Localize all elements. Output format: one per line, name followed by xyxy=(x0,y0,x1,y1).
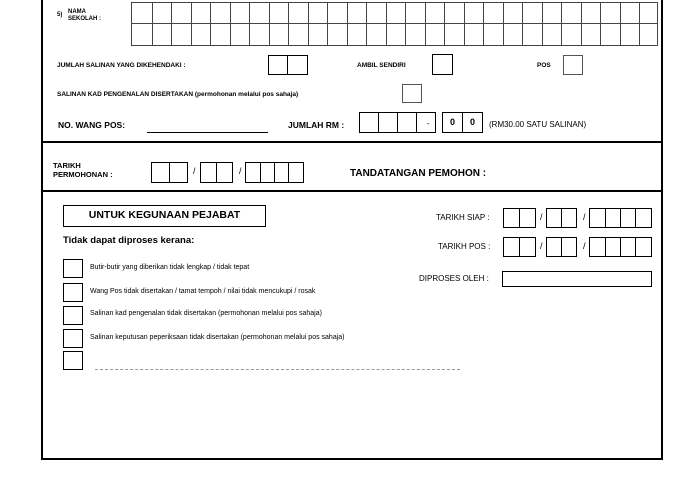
grid-cell-divider xyxy=(171,24,172,45)
ready-slash-1: / xyxy=(540,212,543,222)
app-day-2[interactable] xyxy=(169,162,188,183)
reason-checkbox-2[interactable] xyxy=(63,283,83,302)
grid-cell-divider xyxy=(639,3,640,23)
other-reason-line[interactable] xyxy=(95,369,460,370)
grid-cell-divider xyxy=(386,3,387,23)
pickup-checkbox[interactable] xyxy=(432,54,453,75)
app-year-4[interactable] xyxy=(288,162,304,183)
ic-copy-label: SALINAN KAD PENGENALAN DISERTAKAN (permohonan melalui pos sahaja) xyxy=(57,91,299,98)
grid-cell-divider xyxy=(327,3,328,23)
grid-cell-divider xyxy=(210,24,211,45)
reason-label-3: Salinan kad pengenalan tidak disertakan (permohonan melalui pos sahaja) xyxy=(90,310,322,317)
grid-cell-divider xyxy=(464,24,465,45)
grid-cell-divider xyxy=(600,24,601,45)
amount-digit-4[interactable] xyxy=(416,112,436,133)
rate-note: (RM30.00 SATU SALINAN) xyxy=(489,120,587,129)
ready-month-2[interactable] xyxy=(561,208,577,228)
post-day-2[interactable] xyxy=(519,237,536,257)
grid-cell-divider xyxy=(210,3,211,23)
amount-label: JUMLAH RM : xyxy=(288,120,345,130)
grid-cell-divider xyxy=(386,24,387,45)
grid-cell-divider xyxy=(269,24,270,45)
reason-label-2: Wang Pos tidak disertakan / tamat tempoh / nilai tidak mencukupi / rosak xyxy=(90,288,316,295)
cannot-process-label: Tidak dapat diproses kerana: xyxy=(63,235,195,246)
post-label: POS xyxy=(537,62,551,69)
grid-cell-divider xyxy=(269,3,270,23)
ready-year-4[interactable] xyxy=(635,208,652,228)
grid-cell-divider xyxy=(483,24,484,45)
grid-cell-divider xyxy=(347,24,348,45)
grid-cell-divider xyxy=(152,3,153,23)
grid-cell-divider xyxy=(503,3,504,23)
amount-digit-2[interactable] xyxy=(378,112,398,133)
grid-cell-divider xyxy=(230,24,231,45)
ready-month-1[interactable] xyxy=(546,208,562,228)
grid-cell-divider xyxy=(522,24,523,45)
reason-checkbox-3[interactable] xyxy=(63,306,83,325)
reason-checkbox-4[interactable] xyxy=(63,329,83,348)
reason-label-4: Salinan keputusan peperiksaan tidak disertakan (permohonan melalui pos sahaja) xyxy=(90,334,345,341)
amount-digit-1[interactable] xyxy=(359,112,379,133)
section-divider-top xyxy=(41,141,663,143)
copies-label: JUMLAH SALINAN YANG DIKEHENDAKI : xyxy=(57,62,186,69)
grid-cell-divider xyxy=(405,3,406,23)
app-year-3[interactable] xyxy=(274,162,289,183)
signature-label: TANDATANGAN PEMOHON : xyxy=(350,168,487,179)
school-name-grid-row1[interactable] xyxy=(131,2,658,24)
post-month-1[interactable] xyxy=(546,237,562,257)
amount-digit-3[interactable] xyxy=(397,112,417,133)
grid-cell-divider xyxy=(620,3,621,23)
grid-cell-divider xyxy=(230,3,231,23)
office-title-box xyxy=(63,205,266,227)
grid-cell-divider xyxy=(288,3,289,23)
ready-day-2[interactable] xyxy=(519,208,536,228)
grid-cell-divider xyxy=(444,3,445,23)
grid-cell-divider xyxy=(308,24,309,45)
office-title: UNTUK KEGUNAAN PEJABAT xyxy=(88,209,241,221)
pickup-label: AMBIL SENDIRI xyxy=(357,62,406,69)
post-slash-1: / xyxy=(540,241,543,251)
post-year-1[interactable] xyxy=(589,237,606,257)
app-month-1[interactable] xyxy=(200,162,217,183)
school-label-line1: NAMA xyxy=(68,9,86,15)
grid-cell-divider xyxy=(542,24,543,45)
grid-cell-divider xyxy=(405,24,406,45)
ready-slash-2: / xyxy=(583,212,586,222)
post-checkbox[interactable] xyxy=(563,55,583,75)
app-day-1[interactable] xyxy=(151,162,170,183)
grid-cell-divider xyxy=(464,3,465,23)
ready-year-2[interactable] xyxy=(605,208,621,228)
app-date-slash-1: / xyxy=(193,166,196,176)
grid-cell-divider xyxy=(191,24,192,45)
grid-cell-divider xyxy=(366,3,367,23)
grid-cell-divider xyxy=(308,3,309,23)
reason-checkbox-1[interactable] xyxy=(63,259,83,278)
ready-year-3[interactable] xyxy=(620,208,636,228)
reason-checkbox-other[interactable] xyxy=(63,351,83,370)
school-item-number: 5) xyxy=(57,12,63,18)
grid-cell-divider xyxy=(152,24,153,45)
app-date-slash-2: / xyxy=(239,166,242,176)
grid-cell-divider xyxy=(366,24,367,45)
grid-cell-divider xyxy=(288,24,289,45)
grid-cell-divider xyxy=(542,3,543,23)
grid-cell-divider xyxy=(347,3,348,23)
post-day-1[interactable] xyxy=(503,237,520,257)
ready-day-1[interactable] xyxy=(503,208,520,228)
grid-cell-divider xyxy=(620,24,621,45)
section-divider-bottom xyxy=(41,190,663,192)
grid-cell-divider xyxy=(191,3,192,23)
amount-dash: - xyxy=(427,119,430,128)
processed-by-label: DIPROSES OLEH : xyxy=(419,274,489,283)
school-name-grid-row2[interactable] xyxy=(131,24,658,46)
application-date-label-line2: PERMOHONAN : xyxy=(53,170,113,179)
copies-digit-2[interactable] xyxy=(287,55,308,75)
post-month-2[interactable] xyxy=(561,237,577,257)
grid-cell-divider xyxy=(171,3,172,23)
grid-cell-divider xyxy=(425,3,426,23)
post-slash-2: / xyxy=(583,241,586,251)
amount-cents-1[interactable] xyxy=(442,112,463,133)
processed-by-field[interactable] xyxy=(502,271,652,287)
school-label-line2: SEKOLAH : xyxy=(68,16,101,22)
grid-cell-divider xyxy=(503,24,504,45)
app-month-2[interactable] xyxy=(216,162,233,183)
postal-order-label: NO. WANG POS: xyxy=(58,120,126,130)
post-year-2[interactable] xyxy=(605,237,621,257)
grid-cell-divider xyxy=(639,24,640,45)
application-date-label-line1: TARIKH xyxy=(53,161,81,170)
post-year-3[interactable] xyxy=(620,237,636,257)
copies-digit-1[interactable] xyxy=(268,55,288,75)
grid-cell-divider xyxy=(600,3,601,23)
ready-date-label: TARIKH SIAP : xyxy=(436,213,490,222)
amount-cents-2[interactable] xyxy=(462,112,483,133)
reason-label-1: Butir-butir yang diberikan tidak lengkap / tidak tepat xyxy=(90,264,250,271)
grid-cell-divider xyxy=(249,24,250,45)
amount-cents-1-value: 0 xyxy=(449,117,455,127)
grid-cell-divider xyxy=(522,3,523,23)
grid-cell-divider xyxy=(249,3,250,23)
grid-cell-divider xyxy=(444,24,445,45)
ic-copy-checkbox[interactable] xyxy=(402,84,422,103)
grid-cell-divider xyxy=(581,3,582,23)
ready-year-1[interactable] xyxy=(589,208,606,228)
grid-cell-divider xyxy=(561,24,562,45)
grid-cell-divider xyxy=(327,24,328,45)
grid-cell-divider xyxy=(425,24,426,45)
amount-cents-2-value: 0 xyxy=(469,117,475,127)
postal-order-line[interactable] xyxy=(147,132,268,133)
post-date-label: TARIKH POS : xyxy=(438,242,491,251)
grid-cell-divider xyxy=(581,24,582,45)
post-year-4[interactable] xyxy=(635,237,652,257)
app-year-2[interactable] xyxy=(260,162,275,183)
grid-cell-divider xyxy=(483,3,484,23)
app-year-1[interactable] xyxy=(245,162,261,183)
grid-cell-divider xyxy=(561,3,562,23)
